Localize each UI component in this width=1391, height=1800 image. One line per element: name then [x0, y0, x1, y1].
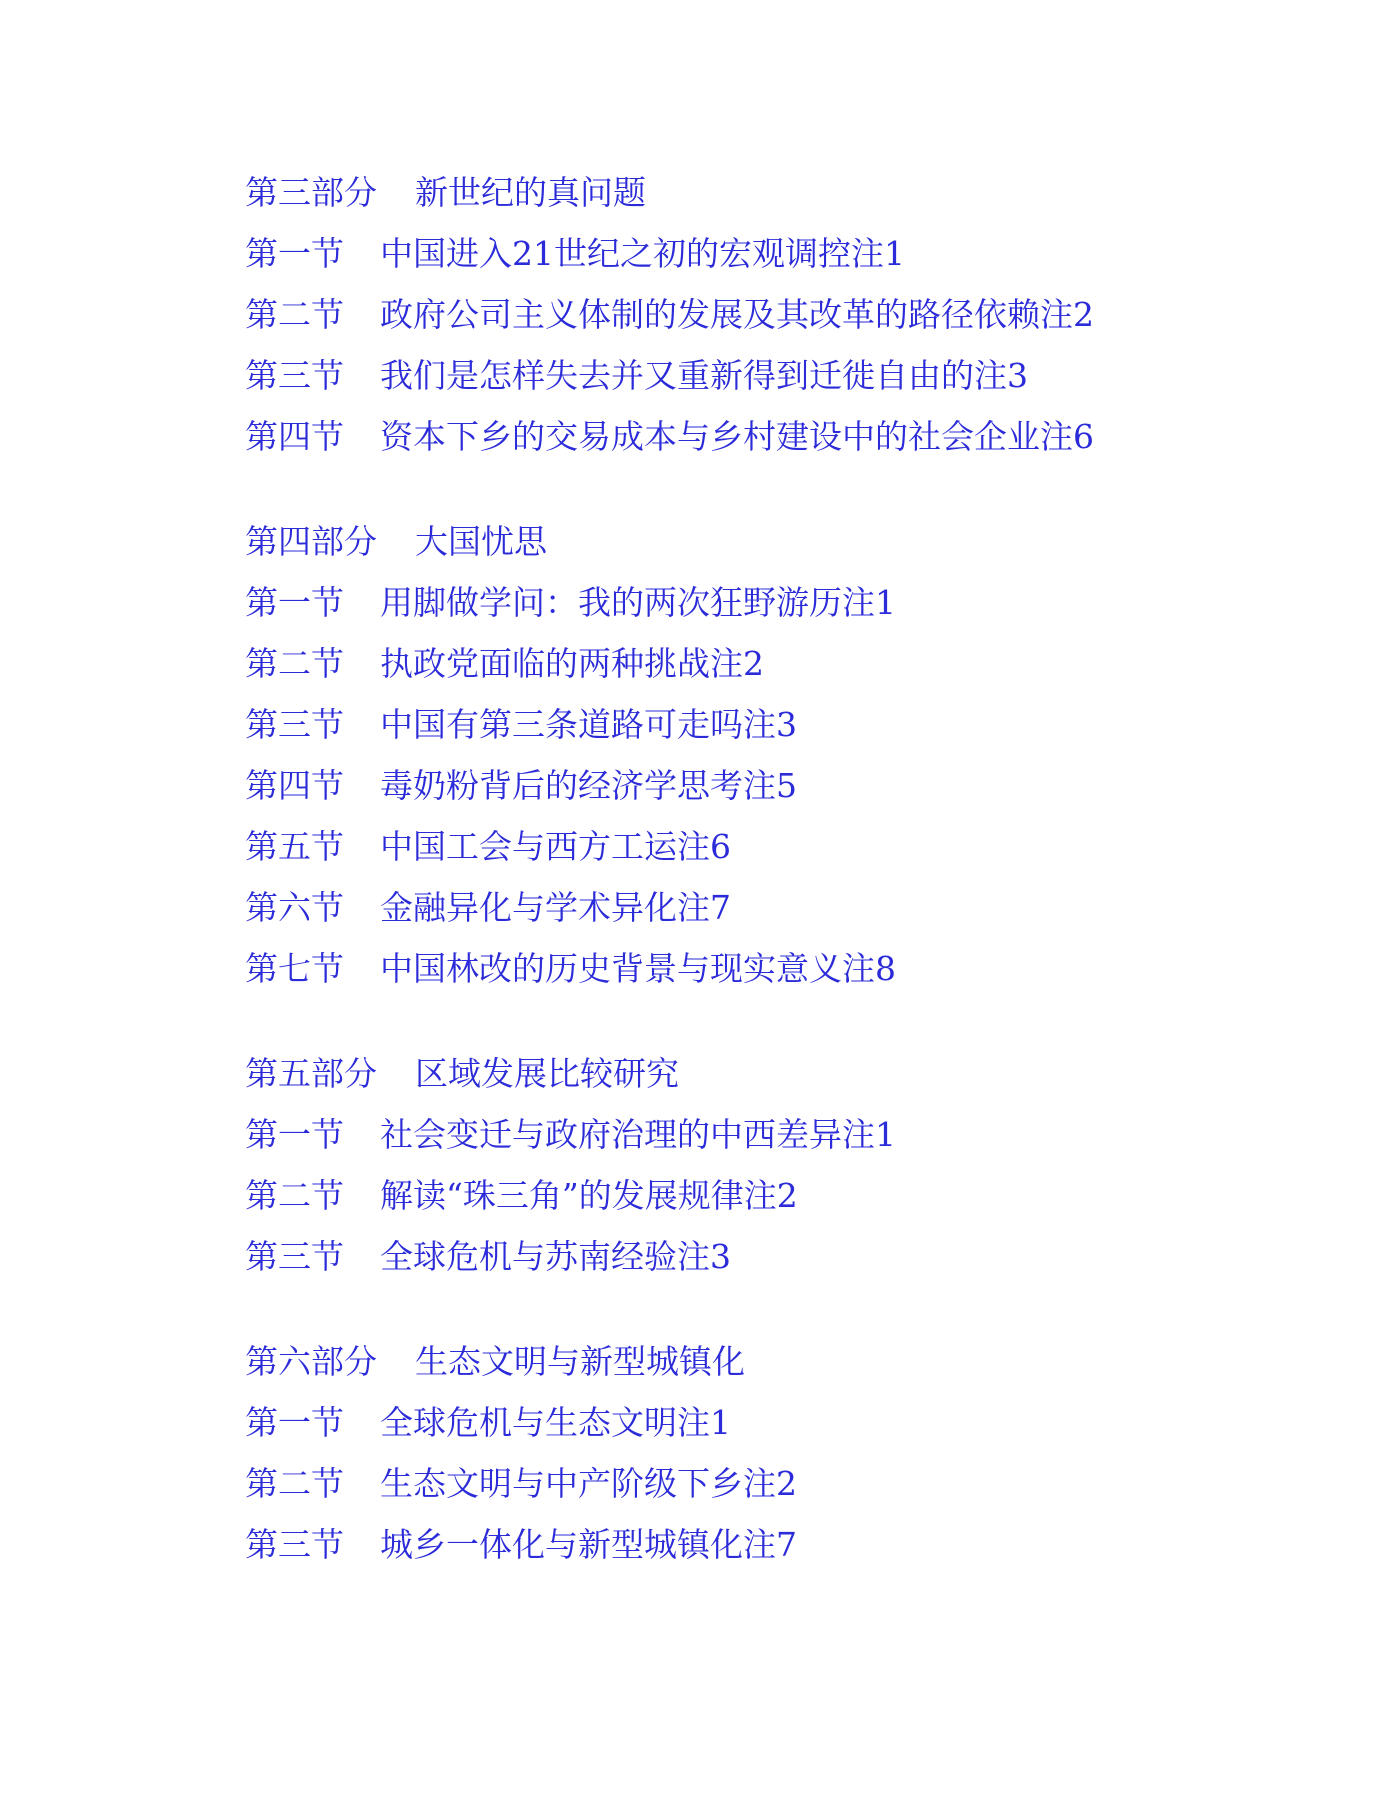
toc-section-link[interactable]: [245, 1165, 1245, 1226]
toc-section-link[interactable]: [245, 694, 1245, 755]
part-title: 大国忧思: [415, 522, 547, 561]
section-title: 中国林改的历史背景与现实意义注8: [380, 949, 896, 988]
section-title: 我们是怎样失去并又重新得到迁徙自由的注3: [380, 356, 1028, 395]
toc-part: [245, 1331, 1245, 1575]
part-label: 第五部分: [245, 1054, 377, 1093]
section-label: 第二节: [245, 1464, 344, 1503]
toc-section-link[interactable]: [245, 1104, 1245, 1165]
section-label: 第六节: [245, 888, 344, 927]
section-label: 第二节: [245, 644, 344, 683]
section-title: 生态文明与中产阶级下乡注2: [380, 1464, 797, 1503]
section-label: 第二节: [245, 295, 344, 334]
toc-section-link[interactable]: [245, 938, 1245, 999]
toc-section-link[interactable]: [245, 816, 1245, 877]
toc-section-link[interactable]: [245, 1392, 1245, 1453]
section-label: 第一节: [245, 583, 344, 622]
toc-part-title-link[interactable]: [245, 1331, 1245, 1392]
section-title: 政府公司主义体制的发展及其改革的路径依赖注2: [380, 295, 1094, 334]
section-label: 第三节: [245, 1237, 344, 1276]
table-of-contents: [245, 162, 1245, 1619]
toc-section-link[interactable]: [245, 1514, 1245, 1575]
section-label: 第三节: [245, 356, 344, 395]
toc-section-link[interactable]: [245, 1453, 1245, 1514]
toc-part-title-link[interactable]: [245, 1043, 1245, 1104]
section-title: 中国有第三条道路可走吗注3: [380, 705, 797, 744]
section-title: 毒奶粉背后的经济学思考注5: [380, 766, 797, 805]
section-title: 执政党面临的两种挑战注2: [380, 644, 764, 683]
section-title: 城乡一体化与新型城镇化注7: [380, 1525, 797, 1564]
section-title: 解读“珠三角”的发展规律注2: [380, 1176, 798, 1215]
toc-part-title-link[interactable]: [245, 162, 1245, 223]
section-label: 第三节: [245, 1525, 344, 1564]
section-title: 资本下乡的交易成本与乡村建设中的社会企业注6: [380, 417, 1094, 456]
section-label: 第三节: [245, 705, 344, 744]
toc-part: [245, 1043, 1245, 1287]
toc-section-link[interactable]: [245, 345, 1245, 406]
section-title: 全球危机与生态文明注1: [380, 1403, 731, 1442]
section-title: 金融异化与学术异化注7: [380, 888, 731, 927]
toc-section-link[interactable]: [245, 1226, 1245, 1287]
toc-part-title-link[interactable]: [245, 511, 1245, 572]
toc-part: [245, 162, 1245, 467]
toc-section-link[interactable]: [245, 406, 1245, 467]
section-title: 社会变迁与政府治理的中西差异注1: [380, 1115, 896, 1154]
section-label: 第四节: [245, 766, 344, 805]
section-label: 第一节: [245, 1403, 344, 1442]
toc-section-link[interactable]: [245, 284, 1245, 345]
section-title: 全球危机与苏南经验注3: [380, 1237, 731, 1276]
toc-part: [245, 511, 1245, 999]
section-label: 第二节: [245, 1176, 344, 1215]
section-label: 第五节: [245, 827, 344, 866]
part-label: 第六部分: [245, 1342, 377, 1381]
toc-section-link[interactable]: [245, 223, 1245, 284]
section-label: 第四节: [245, 417, 344, 456]
part-title: 新世纪的真问题: [415, 173, 646, 212]
section-title: 中国进入21世纪之初的宏观调控注1: [380, 234, 905, 273]
part-title: 区域发展比较研究: [415, 1054, 679, 1093]
toc-section-link[interactable]: [245, 572, 1245, 633]
section-title: 中国工会与西方工运注6: [380, 827, 731, 866]
part-title: 生态文明与新型城镇化: [415, 1342, 745, 1381]
toc-section-link[interactable]: [245, 755, 1245, 816]
part-label: 第三部分: [245, 173, 377, 212]
section-label: 第七节: [245, 949, 344, 988]
part-label: 第四部分: [245, 522, 377, 561]
section-label: 第一节: [245, 1115, 344, 1154]
toc-section-link[interactable]: [245, 633, 1245, 694]
section-title: 用脚做学问：我的两次狂野游历注1: [380, 583, 896, 622]
toc-section-link[interactable]: [245, 877, 1245, 938]
section-label: 第一节: [245, 234, 344, 273]
